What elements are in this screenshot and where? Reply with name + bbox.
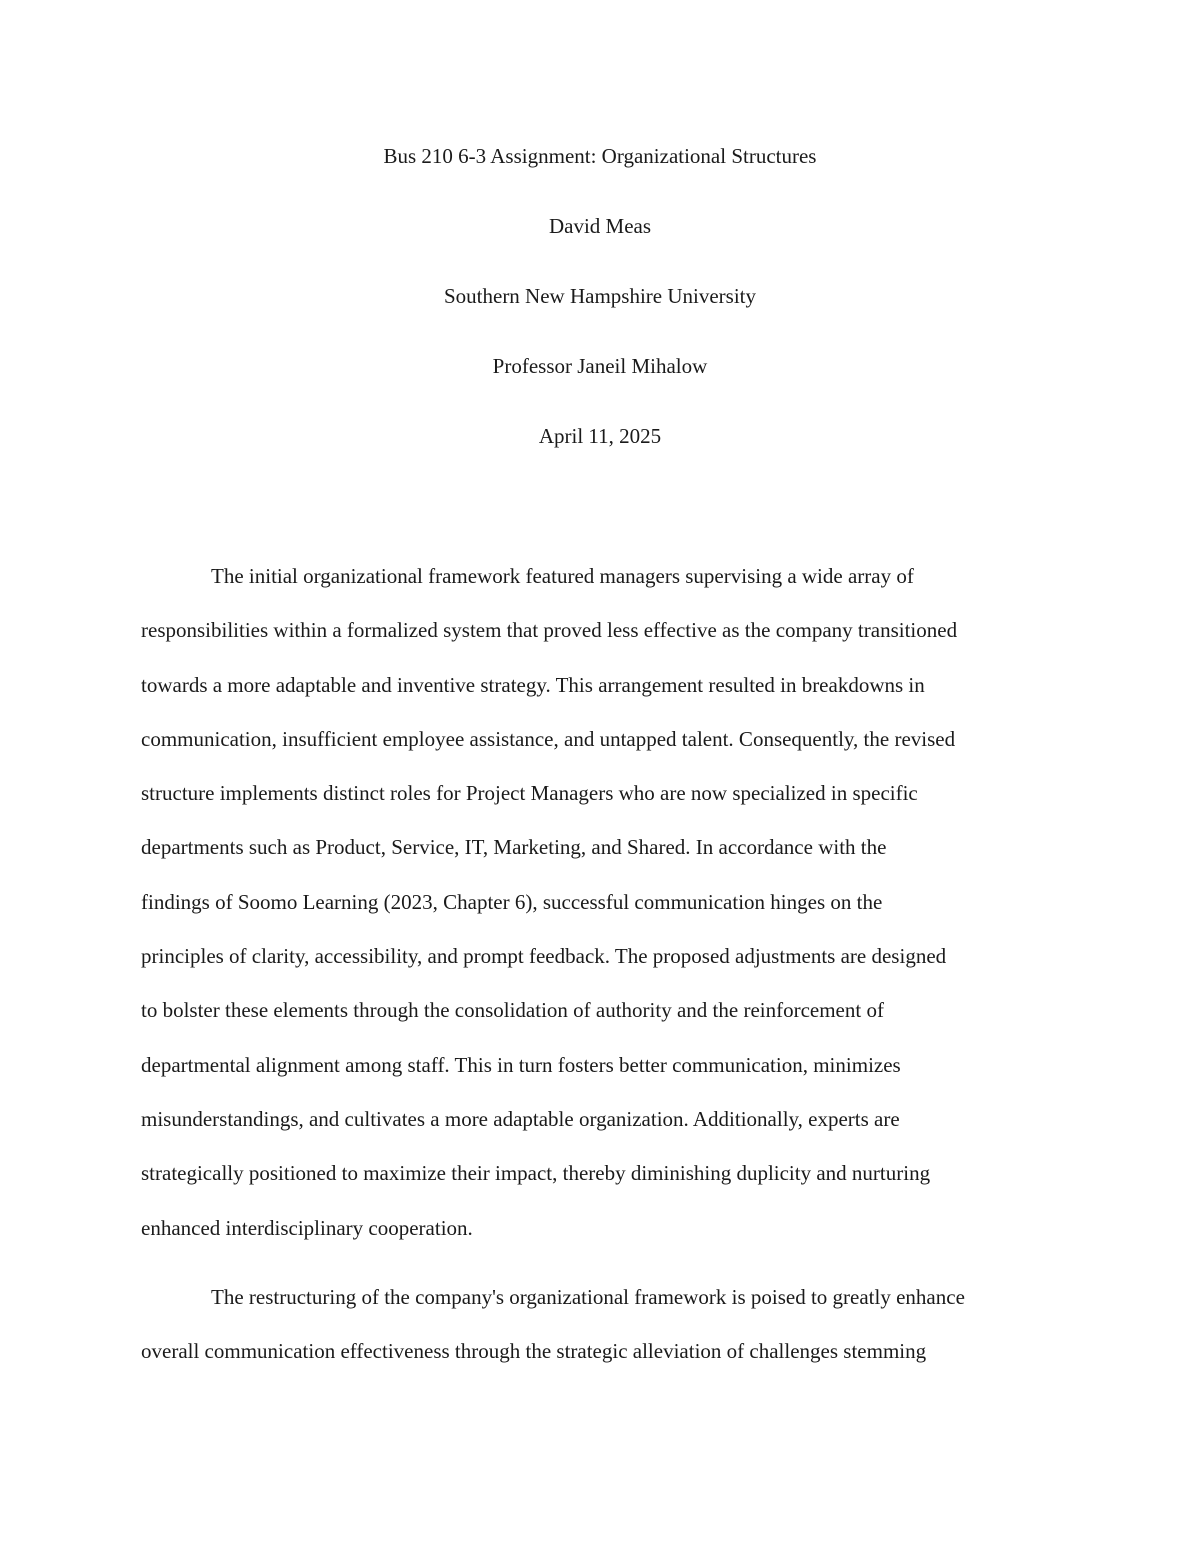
text-line: departmental alignment among staff. This in turn fosters better communication, minimizes	[141, 1052, 901, 1077]
professor-name: Professor Janeil Mihalow	[492, 354, 708, 378]
text-line: findings of Soomo Learning (2023, Chapter 6), successful communication hinges on the	[141, 889, 883, 914]
institution-name: Southern New Hampshire University	[443, 284, 757, 308]
text-line: communication, insufficient employee assistance, and untapped talent. Consequently, the revised	[141, 726, 956, 751]
submission-date: April 11, 2025	[538, 424, 662, 448]
text-line: strategically positioned to maximize their impact, thereby diminishing duplicity and nurturing	[141, 1161, 931, 1186]
text-line: misunderstandings, and cultivates a more adaptable organization. Additionally, experts are	[141, 1106, 900, 1131]
text-line: enhanced interdisciplinary cooperation.	[141, 1215, 473, 1240]
text-line: departments such as Product, Service, IT, Marketing, and Shared. In accordance with the	[141, 835, 887, 860]
paragraph-spacer	[141, 1262, 1081, 1277]
text-line: The restructuring of the company's organizational framework is poised to greatly enhance	[211, 1284, 965, 1309]
title-block	[0, 138, 1200, 488]
text-line: responsibilities within a formalized system that proved less effective as the company transitioned	[141, 618, 958, 643]
text-line: overall communication effectiveness through the strategic alleviation of challenges stemming	[141, 1339, 927, 1364]
paragraph-2	[141, 1277, 1081, 1386]
paper-title: Bus 210 6-3 Assignment: Organizational Structures	[383, 144, 817, 168]
author-name: David Meas	[548, 214, 652, 238]
text-line: to bolster these elements through the consolidation of authority and the reinforcement of	[141, 998, 884, 1023]
paragraph-1	[141, 556, 1081, 1262]
text-line: principles of clarity, accessibility, and prompt feedback. The proposed adjustments are designed	[141, 944, 947, 969]
text-line: towards a more adaptable and inventive strategy. This arrangement resulted in breakdowns in	[141, 672, 925, 697]
text-line: structure implements distinct roles for Project Managers who are now specialized in specific	[141, 781, 918, 806]
text-line: The initial organizational framework featured managers supervising a wide array of	[211, 564, 914, 588]
body-text	[141, 556, 1081, 1385]
